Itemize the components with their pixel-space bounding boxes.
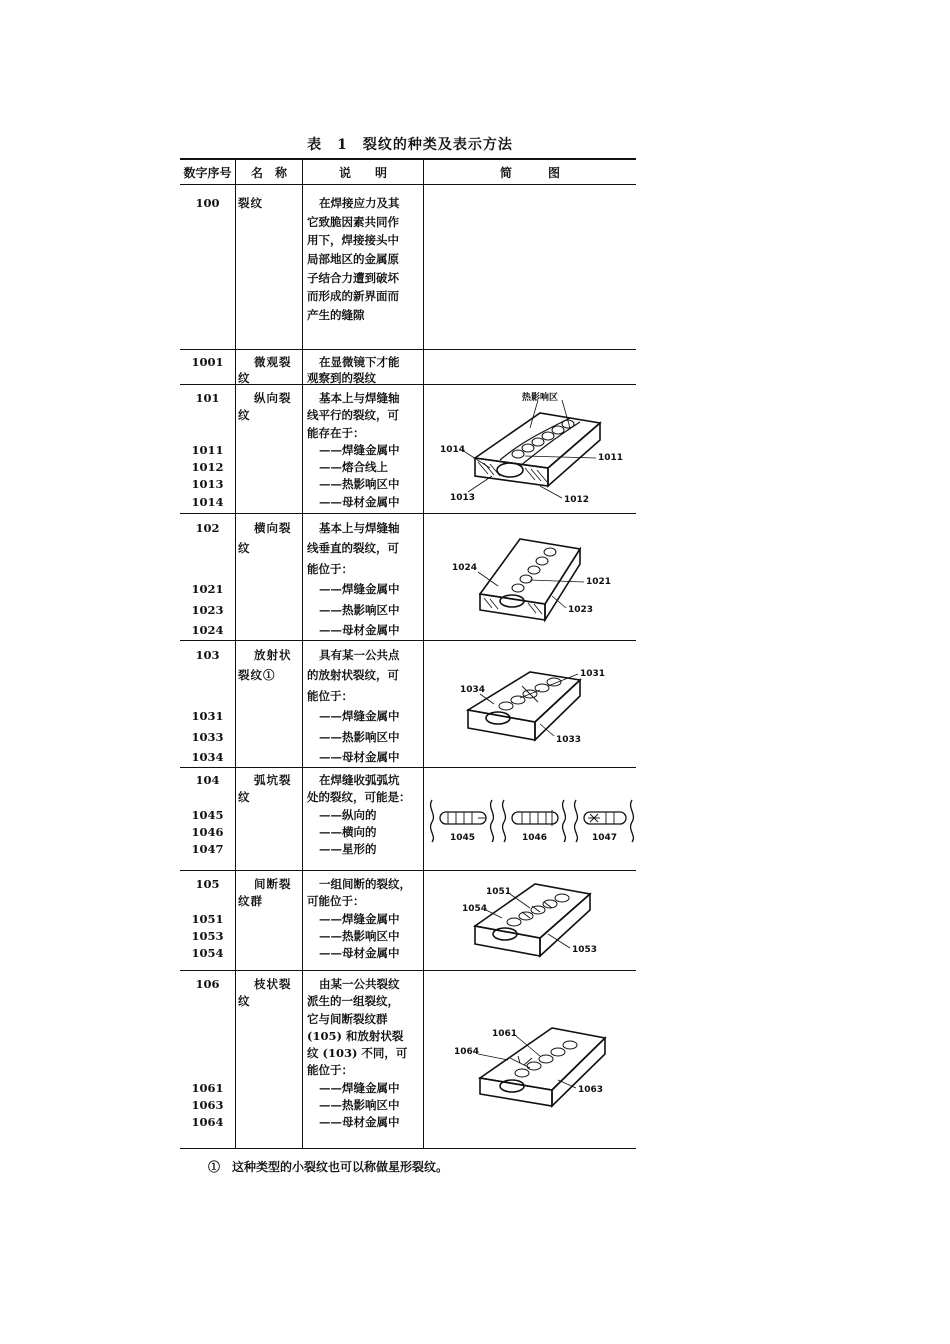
row-num: 104 1045 1046 1047 [191, 773, 224, 856]
row-num: 101 1011 1012 1013 1014 [191, 391, 224, 509]
fig-label: 1063 [578, 1085, 604, 1095]
row-divider [180, 870, 636, 871]
fig-label: 1045 [450, 833, 476, 843]
bottom-rule [180, 1148, 636, 1149]
row-desc: 在显微镜下才能 观察到的裂纹 [307, 355, 400, 385]
fig-label: 1024 [452, 563, 478, 573]
transverse-crack-figure [440, 524, 620, 624]
crack-group-figure [440, 876, 620, 966]
row-name: 裂纹 [238, 196, 263, 210]
row-name: 横向裂 纹 [238, 521, 292, 556]
row-num: 106 1061 1063 1064 [191, 977, 224, 1129]
row-num: 1001 [191, 355, 224, 369]
row-desc: 一组间断的裂纹， 可能位于： ——焊缝金属中 ——热影响区中 ——母材金属中 [307, 877, 411, 960]
branching-crack-figure [440, 1018, 620, 1110]
row-desc: 基本上与焊缝轴 线垂直的裂纹，可 能位于： ——焊缝金属中 ——热影响区中 ——母材金属中 [307, 521, 400, 638]
fig-label: 1046 [522, 833, 548, 843]
fig-label: 1013 [450, 493, 476, 503]
row-desc: 基本上与焊缝轴 线平行的裂纹，可 能存在于： ——焊缝金属中 ——熔合线上 ——热影响区中 ——母材金属中 [307, 391, 400, 509]
row-divider [180, 349, 636, 350]
fig-label: 1064 [454, 1047, 480, 1057]
header-num: 数字序号 [183, 166, 232, 180]
row-num: 100 [195, 196, 220, 210]
row-num: 103 1031 1033 1034 [191, 648, 224, 765]
row-divider [180, 970, 636, 971]
row-desc: 在焊缝收弧弧坑 处的裂纹，可能是： ——纵向的 ——横向的 ——星形的 [307, 773, 411, 856]
longitudinal-crack-figure [430, 388, 630, 510]
fig-label: 1014 [440, 445, 466, 455]
header-rule [180, 184, 636, 185]
crater-crack-figure [426, 796, 636, 846]
fig-label: 1053 [572, 945, 598, 955]
fig-label: 1021 [586, 577, 612, 587]
row-name: 弧坑裂 纹 [238, 773, 292, 805]
fig-label: 1011 [598, 453, 624, 463]
row-desc: 在焊接应力及其 它致脆因素共同作 用下，焊接接头中 局部地区的金属原 子结合力遭到破坏 而形成的新界面而 产生的缝隙 [307, 196, 400, 322]
row-name: 枝状裂 纹 [238, 977, 292, 1009]
fig-label: 1034 [460, 685, 486, 695]
col-divider [423, 158, 424, 1148]
col-divider [302, 158, 303, 1148]
fig-label: 1051 [486, 887, 512, 897]
col-divider [235, 158, 236, 1148]
fig-label: 热影响区 [522, 393, 559, 403]
top-rule [180, 158, 636, 160]
header-fig: 简 图 [499, 166, 560, 180]
fig-label: 1012 [564, 495, 590, 505]
row-divider [180, 513, 636, 514]
fig-label: 1047 [592, 833, 618, 843]
radiating-crack-figure [440, 660, 620, 752]
fig-label: 1031 [580, 669, 606, 679]
row-num: 102 1021 1023 1024 [191, 521, 224, 638]
fig-label: 1054 [462, 904, 488, 914]
row-desc: 具有某一公共点 的放射状裂纹，可 能位于： ——焊缝金属中 ——热影响区中 ——母材金属中 [307, 648, 400, 765]
row-num: 105 1051 1053 1054 [191, 877, 224, 960]
row-name: 放射状 裂纹① [238, 648, 292, 683]
header-name: 名 称 [250, 166, 287, 180]
row-name: 间断裂 纹群 [238, 877, 292, 909]
row-name: 纵向裂 纹 [238, 391, 292, 423]
header-desc: 说 明 [338, 166, 387, 180]
fig-label: 1033 [556, 735, 582, 745]
row-desc: 由某一公共裂纹 派生的一组裂纹， 它与间断裂纹群 (105) 和放射状裂 纹 (103) 不同，可 能位于： ——焊缝金属中 ——热影响区中 ——母材金属中 [307, 977, 408, 1129]
table-title: 表 1 裂纹的种类及表示方法 [307, 137, 513, 153]
footnote: ① 这种类型的小裂纹也可以称做星形裂纹。 [208, 1160, 449, 1174]
fig-label: 1023 [568, 605, 594, 615]
fig-label: 1061 [492, 1029, 518, 1039]
row-name: 微观裂 纹 [238, 355, 292, 385]
